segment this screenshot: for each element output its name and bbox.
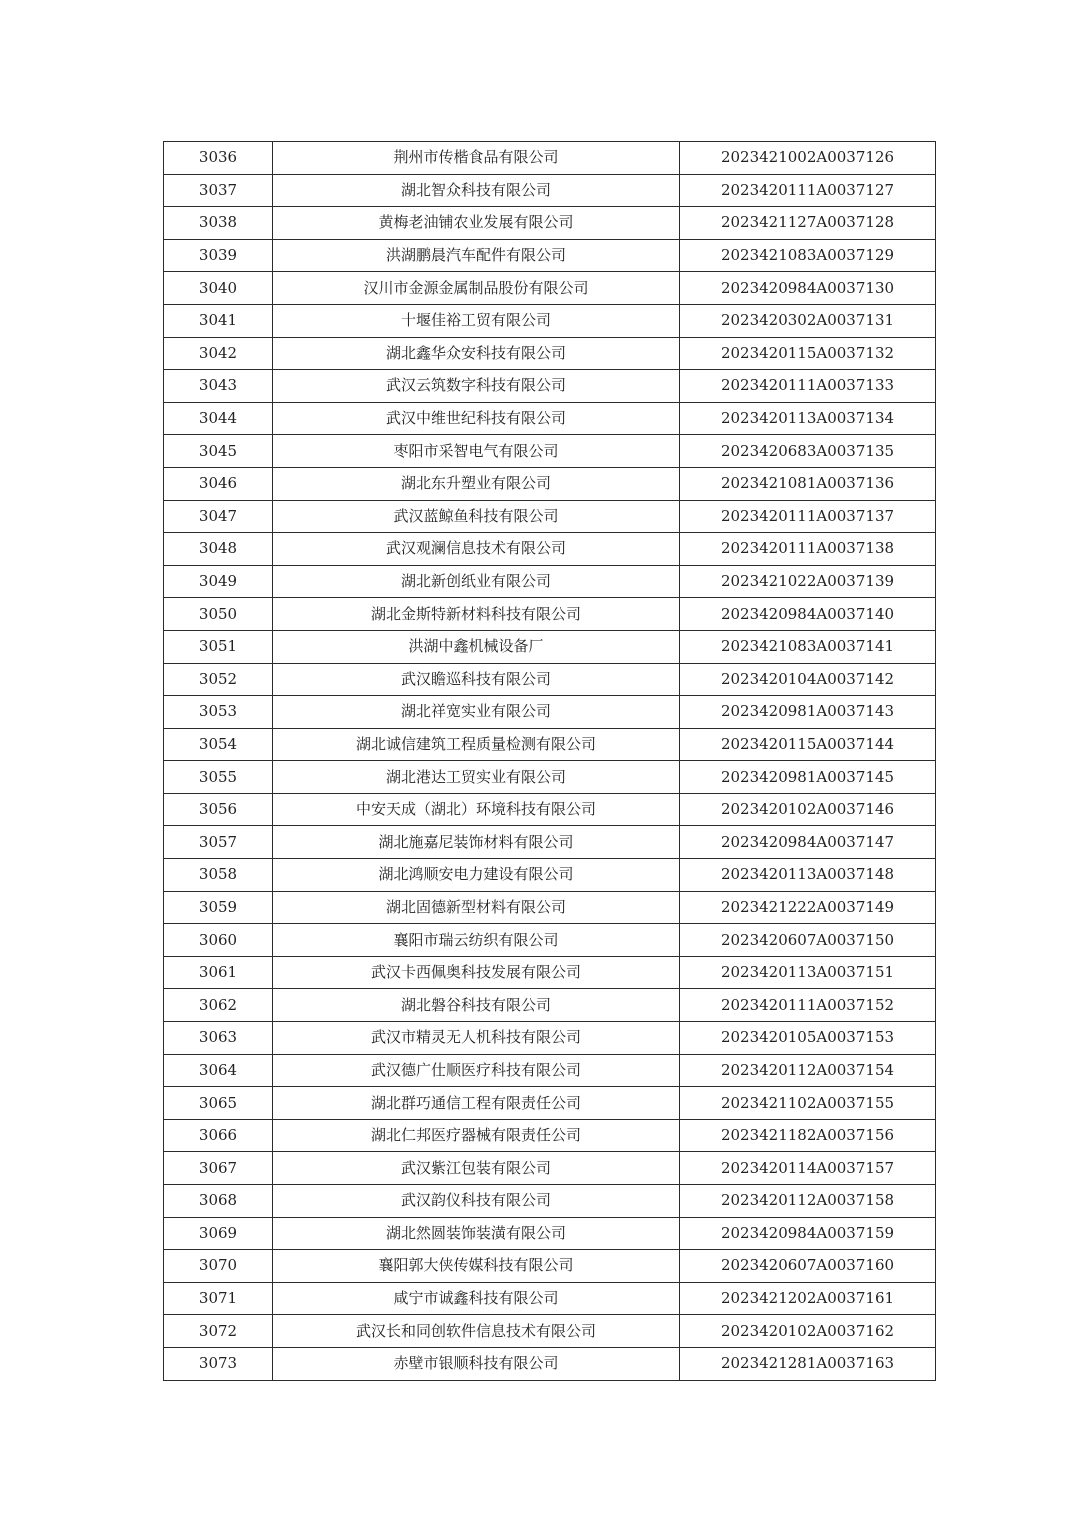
table-row <box>164 467 936 500</box>
registration-code-cell: 2023420607A0037160 <box>680 1250 936 1283</box>
company-name-cell: 湖北东升塑业有限公司 <box>273 467 680 500</box>
row-number-cell: 3063 <box>164 1022 273 1055</box>
table-row <box>164 1119 936 1152</box>
registration-code-cell: 2023421202A0037161 <box>680 1282 936 1315</box>
row-number-cell: 3046 <box>164 467 273 500</box>
registration-code-cell: 2023421081A0037136 <box>680 467 936 500</box>
row-number-cell: 3062 <box>164 989 273 1022</box>
row-number-cell: 3069 <box>164 1217 273 1250</box>
company-name-cell: 武汉云筑数字科技有限公司 <box>273 370 680 403</box>
company-name-cell: 赤壁市银顺科技有限公司 <box>273 1347 680 1380</box>
company-name-cell: 洪湖中鑫机械设备厂 <box>273 630 680 663</box>
company-name-cell: 武汉中维世纪科技有限公司 <box>273 402 680 435</box>
registration-code-cell: 2023420113A0037151 <box>680 956 936 989</box>
table-row <box>164 1152 936 1185</box>
row-number-cell: 3066 <box>164 1119 273 1152</box>
row-number-cell: 3045 <box>164 435 273 468</box>
row-number-cell: 3038 <box>164 207 273 240</box>
registration-code-cell: 2023420105A0037153 <box>680 1022 936 1055</box>
table-row <box>164 924 936 957</box>
company-name-cell: 枣阳市采智电气有限公司 <box>273 435 680 468</box>
row-number-cell: 3049 <box>164 565 273 598</box>
table-row <box>164 370 936 403</box>
row-number-cell: 3067 <box>164 1152 273 1185</box>
registration-code-cell: 2023421222A0037149 <box>680 891 936 924</box>
table-row <box>164 207 936 240</box>
registration-code-cell: 2023420683A0037135 <box>680 435 936 468</box>
table-row <box>164 1087 936 1120</box>
table-row <box>164 239 936 272</box>
registration-code-cell: 2023420111A0037152 <box>680 989 936 1022</box>
company-name-cell: 中安天成（湖北）环境科技有限公司 <box>273 793 680 826</box>
registration-code-cell: 2023420111A0037127 <box>680 174 936 207</box>
company-list-table <box>163 141 936 1381</box>
company-name-cell: 汉川市金源金属制品股份有限公司 <box>273 272 680 305</box>
row-number-cell: 3051 <box>164 630 273 663</box>
registration-code-cell: 2023420115A0037144 <box>680 728 936 761</box>
company-name-cell: 襄阳郭大侠传媒科技有限公司 <box>273 1250 680 1283</box>
row-number-cell: 3058 <box>164 859 273 892</box>
company-name-cell: 武汉市精灵无人机科技有限公司 <box>273 1022 680 1055</box>
company-name-cell: 咸宁市诚鑫科技有限公司 <box>273 1282 680 1315</box>
row-number-cell: 3048 <box>164 533 273 566</box>
table-row <box>164 533 936 566</box>
row-number-cell: 3047 <box>164 500 273 533</box>
company-name-cell: 湖北智众科技有限公司 <box>273 174 680 207</box>
registration-code-cell: 2023421083A0037129 <box>680 239 936 272</box>
company-name-cell: 洪湖鹏晨汽车配件有限公司 <box>273 239 680 272</box>
registration-code-cell: 2023421002A0037126 <box>680 142 936 175</box>
table-row <box>164 826 936 859</box>
registration-code-cell: 2023420113A0037148 <box>680 859 936 892</box>
registration-code-cell: 2023420984A0037159 <box>680 1217 936 1250</box>
registration-code-cell: 2023421102A0037155 <box>680 1087 936 1120</box>
row-number-cell: 3073 <box>164 1347 273 1380</box>
row-number-cell: 3052 <box>164 663 273 696</box>
table-row <box>164 663 936 696</box>
table-row <box>164 598 936 631</box>
company-name-cell: 武汉卡西佩奥科技发展有限公司 <box>273 956 680 989</box>
row-number-cell: 3054 <box>164 728 273 761</box>
row-number-cell: 3036 <box>164 142 273 175</box>
registration-code-cell: 2023420607A0037150 <box>680 924 936 957</box>
table-row <box>164 1282 936 1315</box>
table-row <box>164 565 936 598</box>
row-number-cell: 3060 <box>164 924 273 957</box>
table-row <box>164 793 936 826</box>
table-row <box>164 728 936 761</box>
company-name-cell: 湖北磐谷科技有限公司 <box>273 989 680 1022</box>
table-row <box>164 630 936 663</box>
registration-code-cell: 2023420981A0037145 <box>680 761 936 794</box>
row-number-cell: 3041 <box>164 304 273 337</box>
table-row <box>164 1347 936 1380</box>
table-row <box>164 435 936 468</box>
company-name-cell: 湖北群巧通信工程有限责任公司 <box>273 1087 680 1120</box>
company-name-cell: 湖北新创纸业有限公司 <box>273 565 680 598</box>
table-row <box>164 1054 936 1087</box>
registration-code-cell: 2023421182A0037156 <box>680 1119 936 1152</box>
registration-code-cell: 2023420984A0037130 <box>680 272 936 305</box>
registration-code-cell: 2023421281A0037163 <box>680 1347 936 1380</box>
row-number-cell: 3040 <box>164 272 273 305</box>
row-number-cell: 3044 <box>164 402 273 435</box>
registration-code-cell: 2023420111A0037133 <box>680 370 936 403</box>
company-name-cell: 武汉德广仕顺医疗科技有限公司 <box>273 1054 680 1087</box>
registration-code-cell: 2023420984A0037147 <box>680 826 936 859</box>
registration-code-cell: 2023420981A0037143 <box>680 696 936 729</box>
company-name-cell: 湖北诚信建筑工程质量检测有限公司 <box>273 728 680 761</box>
table-row <box>164 142 936 175</box>
table-row <box>164 337 936 370</box>
table-body <box>164 142 936 1381</box>
company-name-cell: 武汉蓝鲸鱼科技有限公司 <box>273 500 680 533</box>
row-number-cell: 3071 <box>164 1282 273 1315</box>
registration-code-cell: 2023420984A0037140 <box>680 598 936 631</box>
company-name-cell: 武汉长和同创软件信息技术有限公司 <box>273 1315 680 1348</box>
table-row <box>164 174 936 207</box>
table-row <box>164 1250 936 1283</box>
row-number-cell: 3053 <box>164 696 273 729</box>
registration-code-cell: 2023421083A0037141 <box>680 630 936 663</box>
table-row <box>164 500 936 533</box>
row-number-cell: 3072 <box>164 1315 273 1348</box>
company-name-cell: 湖北固德新型材料有限公司 <box>273 891 680 924</box>
company-name-cell: 湖北鸿顺安电力建设有限公司 <box>273 859 680 892</box>
row-number-cell: 3037 <box>164 174 273 207</box>
table-row <box>164 304 936 337</box>
table-row <box>164 1022 936 1055</box>
company-name-cell: 黄梅老油铺农业发展有限公司 <box>273 207 680 240</box>
table-row <box>164 1185 936 1218</box>
company-name-cell: 襄阳市瑞云纺织有限公司 <box>273 924 680 957</box>
row-number-cell: 3055 <box>164 761 273 794</box>
company-name-cell: 湖北港达工贸实业有限公司 <box>273 761 680 794</box>
registration-code-cell: 2023420102A0037146 <box>680 793 936 826</box>
row-number-cell: 3042 <box>164 337 273 370</box>
company-name-cell: 湖北鑫华众安科技有限公司 <box>273 337 680 370</box>
company-name-cell: 武汉瞻巡科技有限公司 <box>273 663 680 696</box>
table-row <box>164 956 936 989</box>
table-row <box>164 402 936 435</box>
company-name-cell: 武汉观澜信息技术有限公司 <box>273 533 680 566</box>
table-row <box>164 761 936 794</box>
row-number-cell: 3064 <box>164 1054 273 1087</box>
registration-code-cell: 2023420111A0037138 <box>680 533 936 566</box>
row-number-cell: 3050 <box>164 598 273 631</box>
registration-code-cell: 2023421127A0037128 <box>680 207 936 240</box>
registration-code-cell: 2023420302A0037131 <box>680 304 936 337</box>
row-number-cell: 3068 <box>164 1185 273 1218</box>
company-name-cell: 荆州市传楷食品有限公司 <box>273 142 680 175</box>
registration-code-cell: 2023420114A0037157 <box>680 1152 936 1185</box>
registration-code-cell: 2023420112A0037158 <box>680 1185 936 1218</box>
row-number-cell: 3039 <box>164 239 273 272</box>
registration-code-cell: 2023420113A0037134 <box>680 402 936 435</box>
row-number-cell: 3065 <box>164 1087 273 1120</box>
table-row <box>164 859 936 892</box>
company-name-cell: 武汉紫江包装有限公司 <box>273 1152 680 1185</box>
row-number-cell: 3056 <box>164 793 273 826</box>
row-number-cell: 3070 <box>164 1250 273 1283</box>
row-number-cell: 3043 <box>164 370 273 403</box>
table-row <box>164 1315 936 1348</box>
company-name-cell: 湖北仁邦医疗器械有限责任公司 <box>273 1119 680 1152</box>
table-row <box>164 891 936 924</box>
company-name-cell: 武汉韵仪科技有限公司 <box>273 1185 680 1218</box>
registration-code-cell: 2023420104A0037142 <box>680 663 936 696</box>
table-row <box>164 989 936 1022</box>
registration-code-cell: 2023420111A0037137 <box>680 500 936 533</box>
company-name-cell: 湖北然圆装饰装潢有限公司 <box>273 1217 680 1250</box>
company-name-cell: 湖北祥宽实业有限公司 <box>273 696 680 729</box>
row-number-cell: 3059 <box>164 891 273 924</box>
company-name-cell: 湖北施嘉尼装饰材料有限公司 <box>273 826 680 859</box>
registration-code-cell: 2023421022A0037139 <box>680 565 936 598</box>
registration-code-cell: 2023420115A0037132 <box>680 337 936 370</box>
company-name-cell: 十堰佳裕工贸有限公司 <box>273 304 680 337</box>
row-number-cell: 3061 <box>164 956 273 989</box>
table-row <box>164 696 936 729</box>
registration-code-cell: 2023420102A0037162 <box>680 1315 936 1348</box>
table-row <box>164 272 936 305</box>
registration-code-cell: 2023420112A0037154 <box>680 1054 936 1087</box>
company-name-cell: 湖北金斯特新材料科技有限公司 <box>273 598 680 631</box>
table-row <box>164 1217 936 1250</box>
row-number-cell: 3057 <box>164 826 273 859</box>
